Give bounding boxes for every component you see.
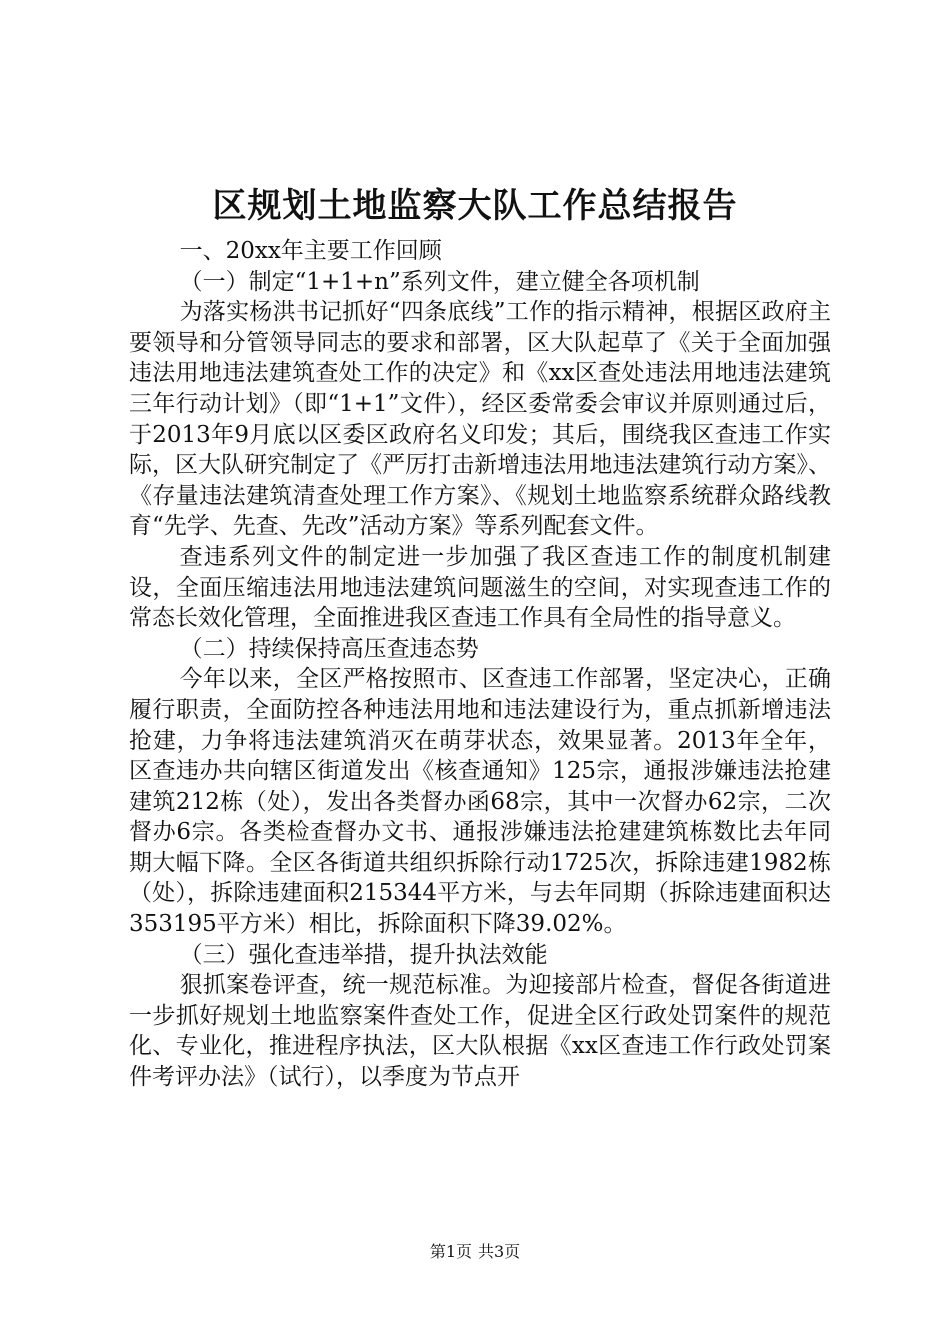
page-footer (0, 1242, 950, 1262)
paragraph: 狠抓案卷评查，统一规范标准。为迎接部片检查，督促各街道进一步抓好规划土地监察案件查处工作，促进全区行政处罚案件的规范化、专业化，推进程序执法，区大队根据《xx区查违工作行政处罚案件考评办法》（试行），以季度为节点开 (129, 972, 831, 1091)
document-title: 区规划土地监察大队工作总结报告 (212, 186, 738, 226)
paragraph: 为落实杨洪书记抓好“四条底线”工作的指示精神，根据区政府主要领导和分管领导同志的要求和部署，区大队起草了《关于全面加强违法用地违法建筑查处工作的决定》和《xx区查处违法用地违法建筑三年行动计划》（即“1+1”文件），经区委常委会审议并原则通过后，于2013年9月底以区委区政府名义印发；其后，围绕我区查违工作实际，区大队研究制定了《严厉打击新增违法用地违法建筑行动方案》、《存量违法建筑清查处理工作方案》、《规划土地监察系统群众路线教育“先学、先查、先改”活动方案》等系列配套文件。 (129, 299, 831, 540)
subsection-heading-2: （二）持续保持高压查违态势 (179, 635, 479, 662)
document-body (129, 236, 831, 1093)
section-heading-1: 一、20xx年主要工作回顾 (179, 238, 442, 264)
paragraph: 今年以来，全区严格按照市、区查违工作部署，坚定决心，正确履行职责，全面防控各种违法用地和违法建设行为，重点抓新增违法抢建，力争将违法建筑消灭在萌芽状态，效果显著。2013年全年，区查违办共向辖区街道发出《核查通知》125宗，通报涉嫌违法抢建建筑212栋（处），发出各类督办函68宗，其中一次督办62宗，二次督办6宗。各类检查督办文书、通报涉嫌违法抢建建筑栋数比去年同期大幅下降。全区各街道共组织拆除行动1725次，拆除违建1982栋（处），拆除违建面积215344平方米，与去年同期（拆除违建面积达353195平方米）相比，拆除面积下降39.02%。 (129, 666, 831, 938)
subsection-heading-3: （三）强化查违举措，提升执法效能 (179, 941, 548, 968)
paragraph: 查违系列文件的制定进一步加强了我区查违工作的制度机制建设，全面压缩违法用地违法建筑问题滋生的空间，对实现查违工作的常态长效化管理，全面推进我区查违工作具有全局性的指导意义。 (129, 543, 831, 632)
subsection-heading-1: （一）制定“1+1+n”系列文件，建立健全各项机制 (179, 268, 700, 295)
page-total: 共3页 (478, 1242, 521, 1261)
page-number: 第1页 (429, 1242, 472, 1261)
